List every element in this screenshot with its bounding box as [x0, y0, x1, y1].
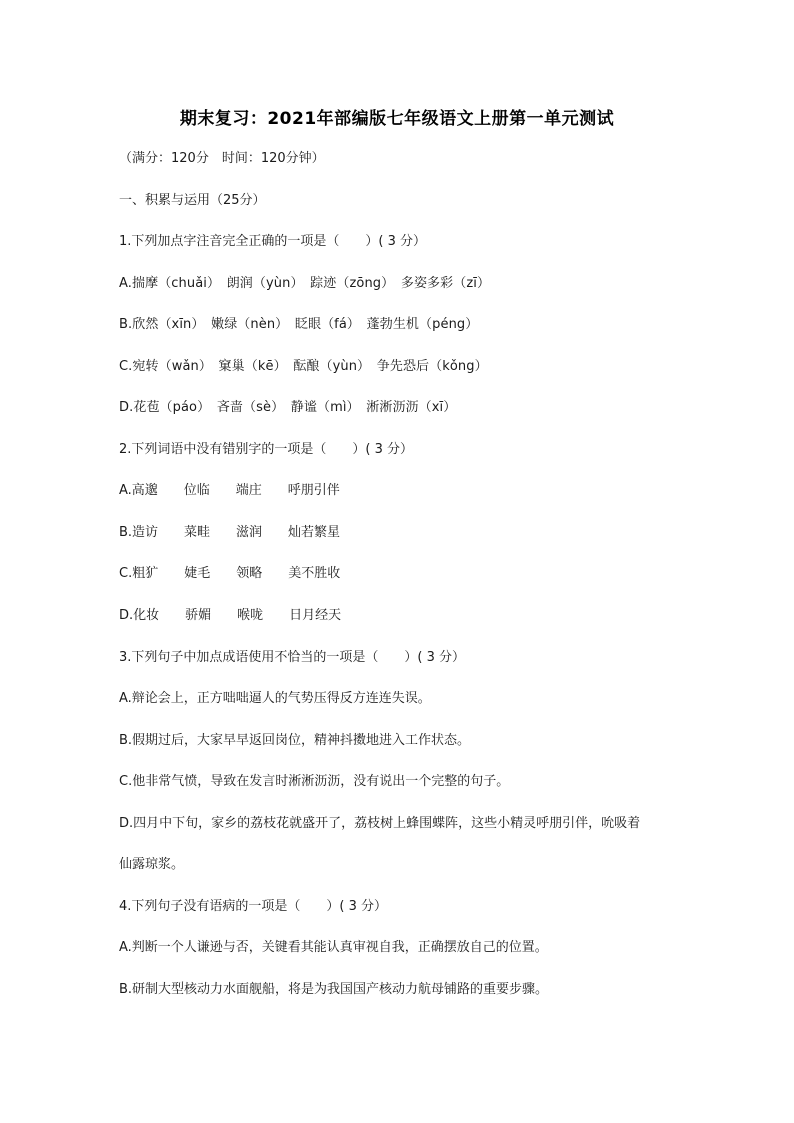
page-title: 期末复习：2021年部编版七年级语文上册第一单元测试 — [179, 109, 615, 129]
question-1-option-c: C.宛转（wǎn） 窠巢（kē） 酝酿（yùn） 争先恐后（kǒng） — [119, 359, 488, 374]
question-1-option-b: B.欣然（xīn） 嫩绿（nèn） 眨眼（fá） 蓬勃生机（péng） — [119, 317, 479, 332]
question-1-stem: 1.下列加点字注音完全正确的一项是（ ）( 3 分） — [119, 234, 427, 249]
section-heading: 一、积累与运用（25分） — [119, 193, 266, 208]
question-4-stem: 4.下列句子没有语病的一项是（ ）( 3 分） — [119, 899, 388, 914]
question-3-option-d: D.四月中下旬，家乡的荔枝花就盛开了，荔枝树上蜂围蝶阵，这些小精灵呼朋引伴，吮吸着 — [119, 816, 641, 831]
question-2-stem: 2.下列词语中没有错别字的一项是（ ）( 3 分） — [119, 442, 414, 457]
question-1-option-a: A.揣摩（chuǎi） 朗润（yùn） 踪迹（zōng） 多姿多彩（zī） — [119, 276, 491, 291]
question-2-option-b: B.造访 菜畦 滋润 灿若繁星 — [119, 525, 341, 540]
question-3-option-d-continued: 仙露琼浆。 — [119, 857, 185, 872]
question-2-option-a: A.高邈 位临 端庄 呼朋引伴 — [119, 483, 340, 498]
question-4-option-b: B.研制大型核动力水面舰船，将是为我国国产核动力航母铺路的重要步骤。 — [119, 982, 549, 997]
question-1-option-d: D.花苞（páo） 吝啬（sè） 静谧（mì） 淅淅沥沥（xī） — [119, 400, 457, 415]
question-2-option-c: C.粗犷 婕毛 领略 美不胜收 — [119, 566, 341, 581]
question-3-option-c: C.他非常气愤，导致在发言时淅淅沥沥，没有说出一个完整的句子。 — [119, 774, 510, 789]
question-3-option-b: B.假期过后，大家早早返回岗位，精神抖擞地进入工作状态。 — [119, 733, 471, 748]
question-4-option-a: A.判断一个人谦逊与否，关键看其能认真审视自我，正确摆放自己的位置。 — [119, 940, 548, 955]
exam-info: （满分：120分 时间：120分钟） — [119, 151, 325, 166]
question-3-option-a: A.辩论会上，正方咄咄逼人的气势压得反方连连失误。 — [119, 691, 431, 706]
question-2-option-d: D.化妆 骄媚 喉咙 日月经天 — [119, 608, 342, 623]
question-3-stem: 3.下列句子中加点成语使用不恰当的一项是（ ）( 3 分） — [119, 650, 466, 665]
